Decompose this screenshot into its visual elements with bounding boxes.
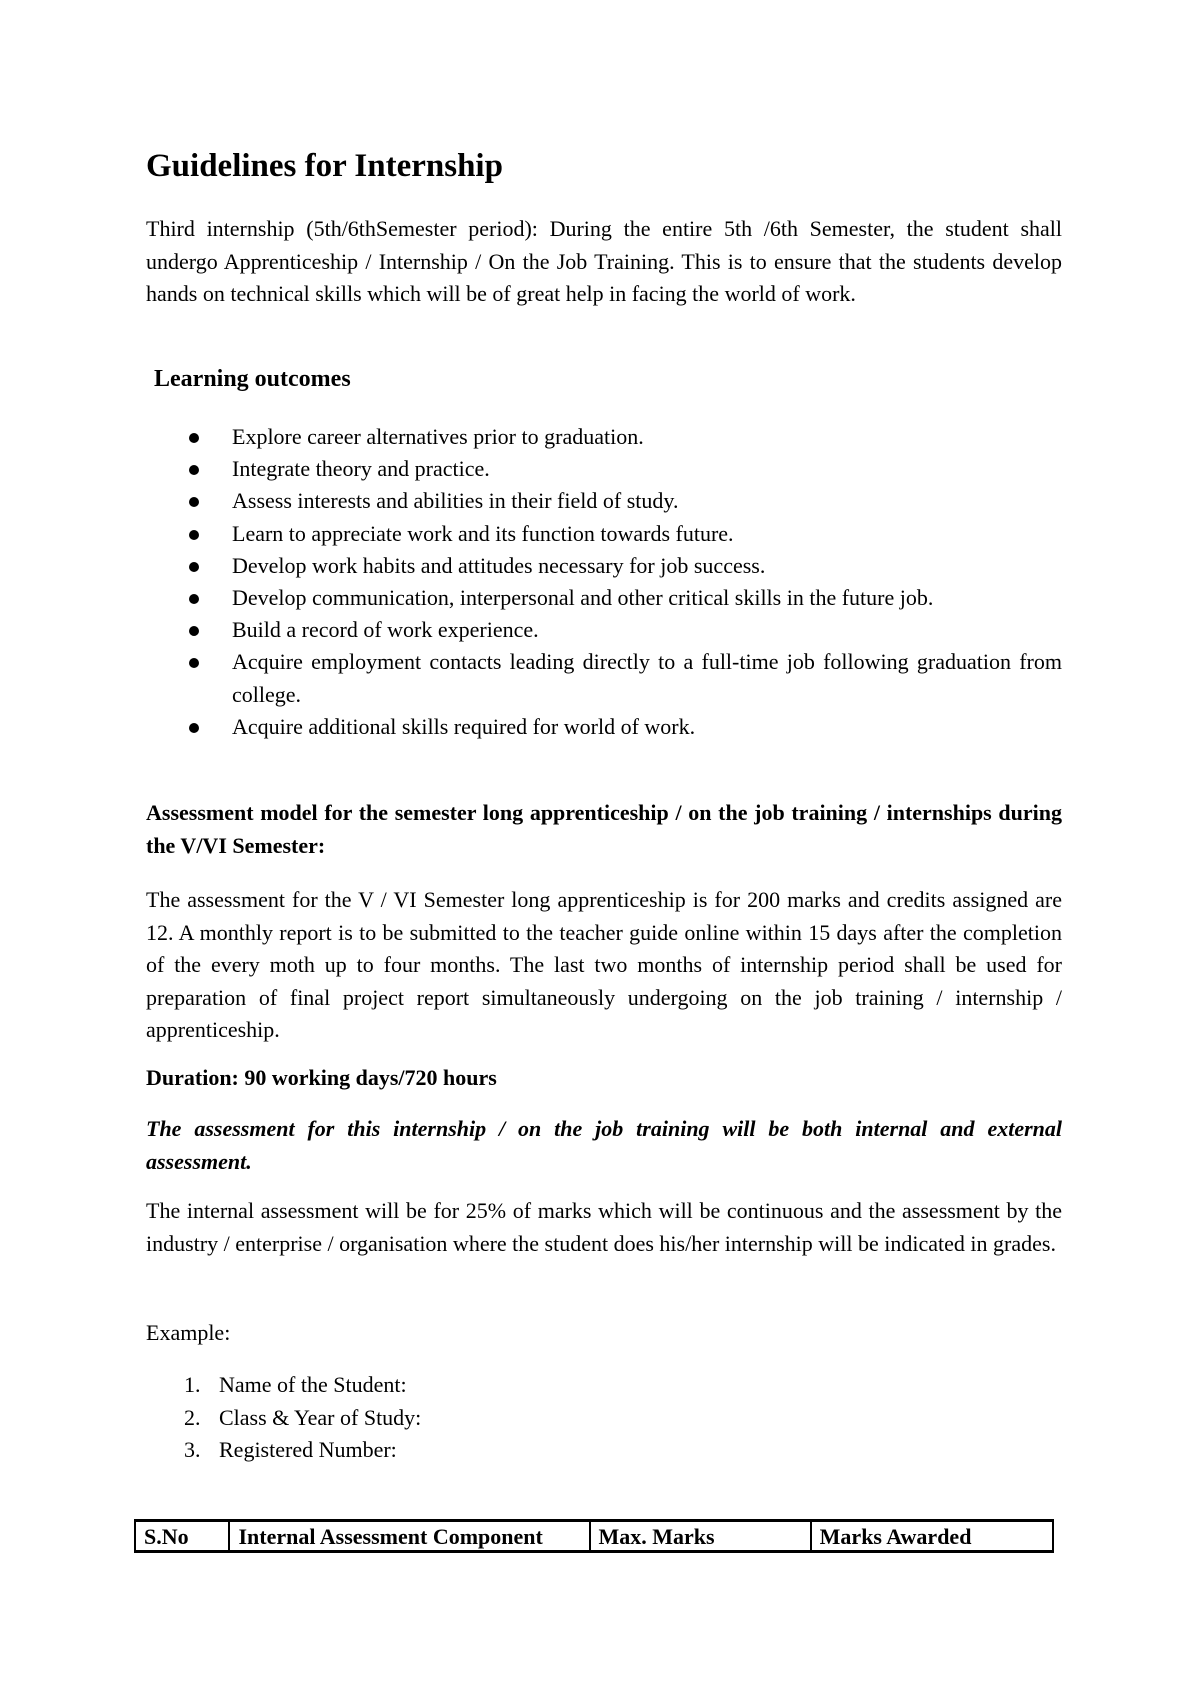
column-header-sno: S.No — [135, 1521, 229, 1552]
bullet-icon — [189, 497, 199, 507]
list-item — [146, 485, 1062, 517]
list-number: 3. — [184, 1437, 201, 1462]
list-item-text: Integrate theory and practice. — [232, 456, 490, 482]
bullet-icon — [189, 530, 199, 540]
duration-text: Duration: 90 working days/720 hours — [146, 1065, 497, 1090]
assessment-model-heading: Assessment model for the semester long apprenticeship / on the job training / internships during the V/VI Semester: — [146, 800, 1062, 858]
list-item-text: Acquire additional skills required for world of work. — [232, 713, 696, 739]
assessment-note: The assessment for this internship / on the job training will be both internal and external assessment. — [146, 1116, 1062, 1174]
document-title: Guidelines for Internship — [146, 148, 503, 184]
column-header-marks-awarded: Marks Awarded — [811, 1521, 1053, 1552]
intro-paragraph: Third internship (5th/6thSemester period): During the entire 5th /6th Semester, the student shall undergo Apprenticeship / Internship / On the Job Training. This is to ensure that the students develop hands on technical skills which will be of great help in facing the world of work. — [146, 216, 1062, 306]
list-item-text: Build a record of work experience. — [232, 617, 539, 643]
bullet-icon — [189, 465, 199, 475]
list-item-text: Name of the Student: — [219, 1372, 407, 1397]
list-item — [146, 1402, 421, 1435]
list-item — [146, 453, 1062, 485]
list-item — [146, 1369, 421, 1402]
list-item — [146, 518, 1062, 550]
list-number: 1. — [184, 1372, 201, 1397]
list-item-text: Develop work habits and attitudes necessary for job success. — [232, 552, 766, 578]
list-item-text: Develop communication, interpersonal and other critical skills in the future job. — [232, 585, 934, 611]
list-item-text: Acquire employment contacts leading directly to a full-time job following graduation from college. — [232, 649, 1062, 707]
list-item — [146, 582, 1062, 614]
list-item-text: Assess interests and abilities in their field of study. — [232, 488, 679, 514]
bullet-icon — [189, 433, 199, 443]
learning-outcomes-heading: Learning outcomes — [154, 366, 351, 392]
list-item-text: Class & Year of Study: — [219, 1404, 422, 1430]
assessment-paragraph: The assessment for the V / VI Semester long apprenticeship is for 200 marks and credits assigned are 12. A monthly report is to be submitted to the teacher guide online within 15 days after the completion of the every moth up to four months. The last two months of internship period shall be used for preparation of final project report simultaneously undergoing on the job training / internship / apprenticeship. — [146, 887, 1062, 1042]
bullet-icon — [189, 723, 199, 733]
example-label: Example: — [146, 1320, 231, 1345]
list-item — [146, 1434, 421, 1467]
internal-assessment-paragraph: The internal assessment will be for 25% of marks which will be continuous and the assessment by the industry / enterprise / organisation where the student does his/her internship will be indicated in grades. — [146, 1198, 1062, 1256]
learning-outcomes-list — [146, 421, 1062, 743]
bullet-icon — [189, 562, 199, 572]
table-header-row — [135, 1521, 1053, 1552]
list-item-text: Explore career alternatives prior to graduation. — [232, 424, 644, 449]
assessment-table — [134, 1519, 1054, 1553]
list-item — [146, 646, 1062, 710]
list-item-text: Registered Number: — [219, 1437, 397, 1462]
bullet-icon — [189, 658, 199, 668]
bullet-icon — [189, 594, 199, 604]
column-header-component: Internal Assessment Component — [229, 1521, 589, 1552]
list-item-text: Learn to appreciate work and its function towards future. — [232, 520, 734, 546]
list-item — [146, 550, 1062, 582]
example-list — [146, 1369, 421, 1467]
list-item — [146, 614, 1062, 646]
list-item — [146, 711, 1062, 743]
column-header-max-marks: Max. Marks — [590, 1521, 811, 1552]
list-number: 2. — [184, 1404, 201, 1430]
bullet-icon — [189, 626, 199, 636]
list-item — [146, 421, 1062, 453]
